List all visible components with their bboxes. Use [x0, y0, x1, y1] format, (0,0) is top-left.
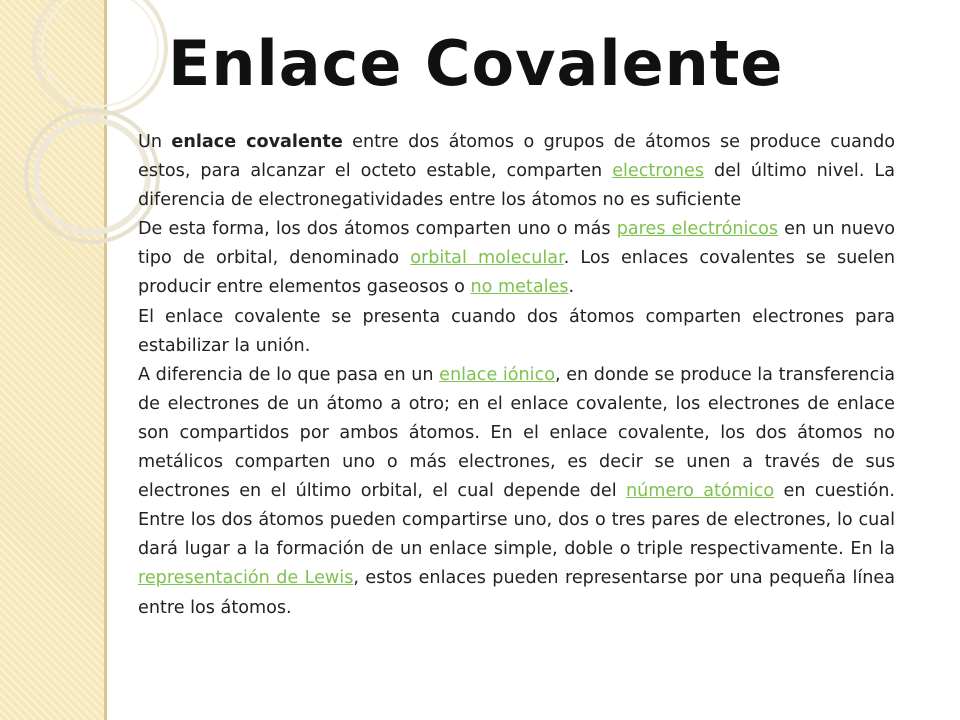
text-segment: El enlace covalente se presenta cuando dos átomos comparten electrones para estabilizar la unión. [138, 306, 895, 356]
paragraph-2 [138, 215, 895, 302]
text-segment: , en donde se produce la transferencia de electrones de un átomo a otro; en el enlace covalente, los electrones de enlace son compartidos por ambos átomos. En el enlace covalente, los dos átomos no metálicos comparten uno o más electrones, es decir se unen a través de sus electrones en el último orbital, el cual depende del [138, 364, 895, 502]
text-segment: del último nivel. La diferencia de electronegatividades entre los átomos no es suficiente [138, 161, 895, 211]
paragraph-3 [138, 303, 895, 361]
text-segment: Un [138, 132, 172, 152]
link-pares-electronicos[interactable]: pares electrónicos [616, 219, 779, 240]
link-representacion-de-lewis[interactable]: representación de Lewis [138, 568, 354, 589]
side-band [0, 0, 107, 720]
text-segment: A diferencia de lo que pasa en un [138, 364, 440, 385]
paragraph-4 [138, 361, 895, 623]
text-segment: . [568, 277, 575, 298]
text-segment: . Los enlaces covalentes se suelen producir entre elementos gaseosos o [138, 248, 895, 298]
link-no-metales[interactable]: no metales [470, 277, 569, 298]
text-segment: De esta forma, los dos átomos comparten uno o más [138, 219, 617, 240]
page-title: Enlace Covalente [168, 27, 784, 100]
link-electrones[interactable]: electrones [612, 161, 705, 182]
text-segment: , estos enlaces pueden representarse por una pequeña línea entre los átomos. [138, 568, 895, 618]
link-enlace-ionico[interactable]: enlace iónico [439, 364, 556, 385]
link-numero-atomico[interactable]: número atómico [626, 481, 775, 502]
text-segment: en cuestión. Entre los dos átomos pueden compartirse uno, dos o tres pares de electrones, lo cual dará lugar a la formación de un enlace simple, doble o triple respectivamente. En la [138, 481, 895, 560]
bold-term: enlace covalente [171, 132, 343, 152]
link-orbital-molecular[interactable]: orbital molecular [410, 248, 564, 269]
body-text [138, 128, 895, 623]
paragraph-1 [138, 128, 895, 215]
text-segment: en un nuevo tipo de orbital, denominado [138, 219, 895, 269]
text-segment: entre dos átomos o grupos de átomos se produce cuando estos, para alcanzar el octeto estable, comparten [138, 132, 895, 182]
